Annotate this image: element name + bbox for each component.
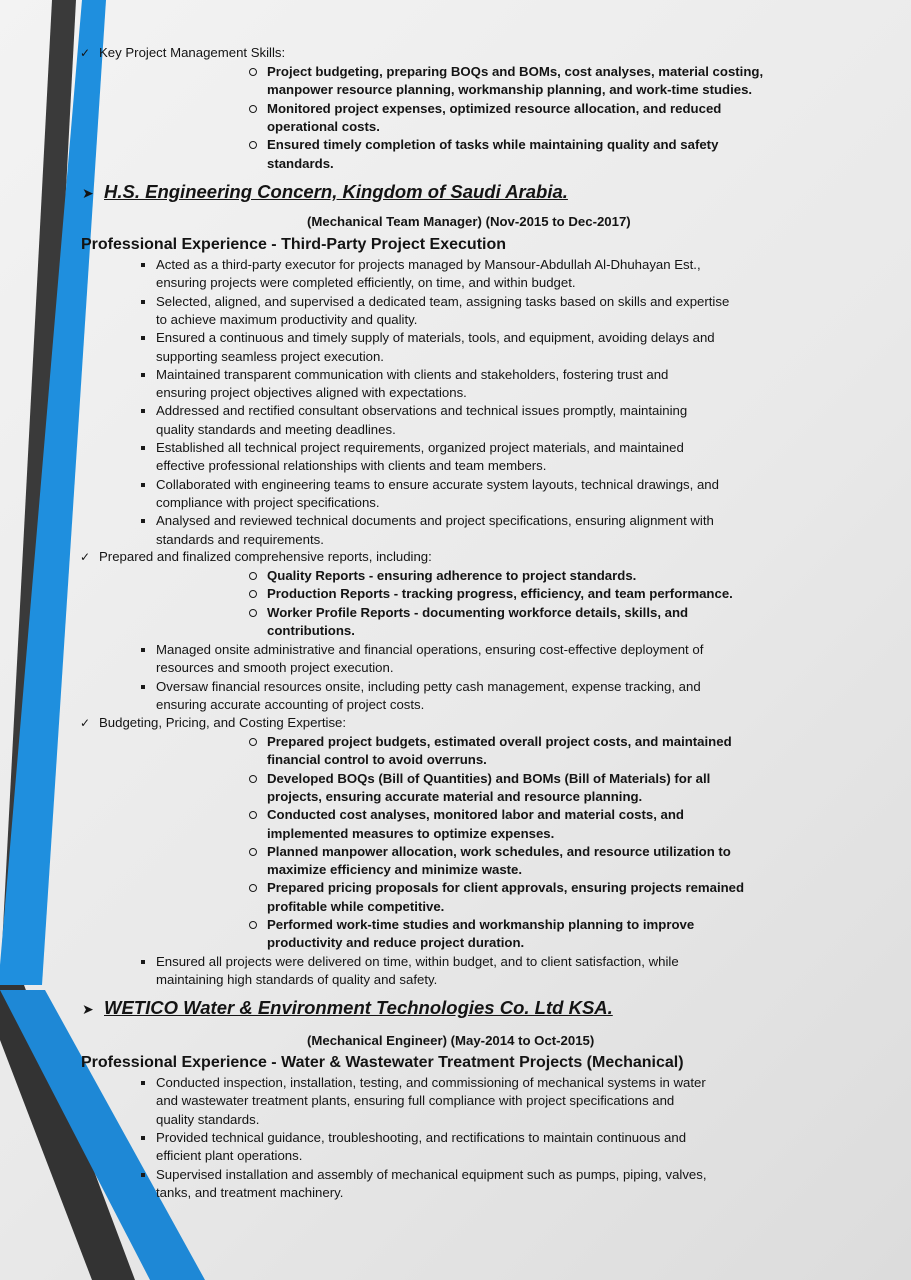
square-bullet-icon [141,300,145,304]
check-item-label: Prepared and finalized comprehensive reports, including: [99,549,432,564]
circle-bullet-icon [249,848,257,856]
checkmark-icon: ✓ [80,716,91,730]
bullet-line: implemented measures to optimize expenses. [267,825,555,841]
bullet-line: ensuring project objectives aligned with expectations. [156,385,467,401]
bullet-line: maximize efficiency and minimize waste. [267,862,523,878]
section-heading: Professional Experience - Third-Party Project Execution [81,236,507,253]
circle-bullet-icon [249,775,257,783]
bullet-line: standards and requirements. [156,531,324,547]
job-role-dates: (Mechanical Team Manager) (Nov-2015 to Dec-2017) [307,214,631,229]
bullet-line: Oversaw financial resources onsite, including petty cash management, expense tracking, and [156,678,701,694]
bullet-line: contributions. [267,622,355,638]
square-bullet-icon [141,519,145,523]
bullet-line: profitable while competitive. [267,898,445,914]
circle-bullet-icon [249,590,257,598]
bullet-line: financial control to avoid overruns. [267,752,487,768]
square-bullet-icon [141,685,145,689]
circle-bullet-icon [249,68,257,76]
bullet-line: Addressed and rectified consultant observations and technical issues promptly, maintaining [156,403,688,419]
bullet-line: Prepared project budgets, estimated overall project costs, and maintained [267,734,732,749]
bullet-line: productivity and reduce project duration. [267,935,525,951]
bullet-line: Production Reports - tracking progress, efficiency, and team performance. [267,586,733,602]
circle-bullet-icon [249,609,257,617]
bullet-line: Acted as a third-party executor for projects managed by Mansour-Abdullah Al-Dhuhayan Est., [156,257,701,272]
bullet-line: Conducted inspection, installation, testing, and commissioning of mechanical systems in water [156,1075,706,1090]
bullet-line: Selected, aligned, and supervised a dedicated team, assigning tasks based on skills and expertise [156,293,730,309]
bullet-line: and wastewater treatment plants, ensuring full compliance with project specifications and [156,1093,675,1109]
circle-bullet-icon [249,738,257,746]
bullet-line: operational costs. [267,118,380,134]
bullet-line: Managed onsite administrative and financial operations, ensuring cost-effective deployment of [156,642,704,657]
bullet-line: maintaining high standards of quality and safety. [156,972,438,988]
bullet-line: Monitored project expenses, optimized resource allocation, and reduced [267,100,722,116]
section-heading: Professional Experience - Water & Wastewater Treatment Projects (Mechanical) [81,1054,684,1071]
bullet-line: standards. [267,155,334,171]
bullet-line: Prepared pricing proposals for client approvals, ensuring projects remained [267,880,745,896]
square-bullet-icon [141,483,145,487]
bullet-line: Established all technical project requirements, organized project materials, and maintained [156,440,684,455]
bullet-line: resources and smooth project execution. [156,660,394,676]
bullet-line: Ensured timely completion of tasks while maintaining quality and safety [267,137,719,153]
bullet-line: projects, ensuring accurate material and resource planning. [267,788,643,804]
checkmark-icon: ✓ [80,46,91,60]
bullet-line: tanks, and treatment machinery. [156,1184,344,1200]
bullet-line: efficient plant operations. [156,1148,303,1164]
square-bullet-icon [141,409,145,413]
circle-bullet-icon [249,811,257,819]
company-name: H.S. Engineering Concern, Kingdom of Saudi Arabia. [104,181,568,202]
job-role-dates: (Mechanical Engineer) (May-2014 to Oct-2015) [307,1033,595,1048]
company-name: WETICO Water & Environment Technologies Co. Ltd KSA. [104,997,613,1018]
square-bullet-icon [141,1173,145,1177]
bullet-line: ensuring projects were completed efficiently, on time, and within budget. [156,275,576,291]
bullet-line: Developed BOQs (Bill of Quantities) and BOMs (Bill of Materials) for all [267,770,711,786]
check-item-label: Key Project Management Skills: [99,45,286,60]
checkmark-icon: ✓ [80,550,91,564]
bullet-line: effective professional relationships with clients and team members. [156,458,547,474]
arrow-right-icon: ➤ [82,185,94,201]
circle-bullet-icon [249,105,257,113]
square-bullet-icon [141,1136,145,1140]
bullet-line: Collaborated with engineering teams to ensure accurate system layouts, technical drawings, and [156,476,719,492]
bullet-line: quality standards. [156,1111,260,1127]
bullet-line: quality standards and meeting deadlines. [156,421,396,437]
check-item-label: Budgeting, Pricing, and Costing Expertise: [99,715,347,730]
bullet-line: supporting seamless project execution. [156,348,384,364]
circle-bullet-icon [249,884,257,892]
square-bullet-icon [141,446,145,450]
bullet-line: Planned manpower allocation, work schedules, and resource utilization to [267,843,731,859]
square-bullet-icon [141,373,145,377]
circle-bullet-icon [249,141,257,149]
square-bullet-icon [141,960,145,964]
bullet-line: Conducted cost analyses, monitored labor and material costs, and [267,807,684,823]
square-bullet-icon [141,1081,145,1085]
bullet-line: Ensured all projects were delivered on time, within budget, and to client satisfaction, while [156,954,679,969]
bullet-line: ensuring accurate accounting of project costs. [156,696,425,712]
bullet-line: compliance with project specifications. [156,494,380,510]
square-bullet-icon [141,648,145,652]
bullet-line: Ensured a continuous and timely supply of materials, tools, and equipment, avoiding delays and [156,330,715,346]
bullet-line: Supervised installation and assembly of mechanical equipment such as pumps, piping, valves, [156,1166,707,1182]
bullet-line: Quality Reports - ensuring adherence to project standards. [267,568,637,583]
bullet-line: to achieve maximum productivity and quality. [156,311,418,327]
square-bullet-icon [141,336,145,340]
arrow-right-icon: ➤ [82,1001,94,1017]
bullet-line: Project budgeting, preparing BOQs and BOMs, cost analyses, material costing, [267,64,764,79]
bullet-line: Worker Profile Reports - documenting workforce details, skills, and [267,604,689,620]
bullet-line: Provided technical guidance, troubleshooting, and rectifications to maintain continuous and [156,1129,687,1145]
circle-bullet-icon [249,921,257,929]
circle-bullet-icon [249,572,257,580]
bullet-line: manpower resource planning, workmanship planning, and work-time studies. [267,82,753,98]
square-bullet-icon [141,263,145,267]
bullet-line: Maintained transparent communication with clients and stakeholders, fostering trust and [156,366,669,382]
bullet-line: Performed work-time studies and workmanship planning to improve [267,917,695,932]
bullet-line: Analysed and reviewed technical documents and project specifications, ensuring alignment with [156,513,714,529]
